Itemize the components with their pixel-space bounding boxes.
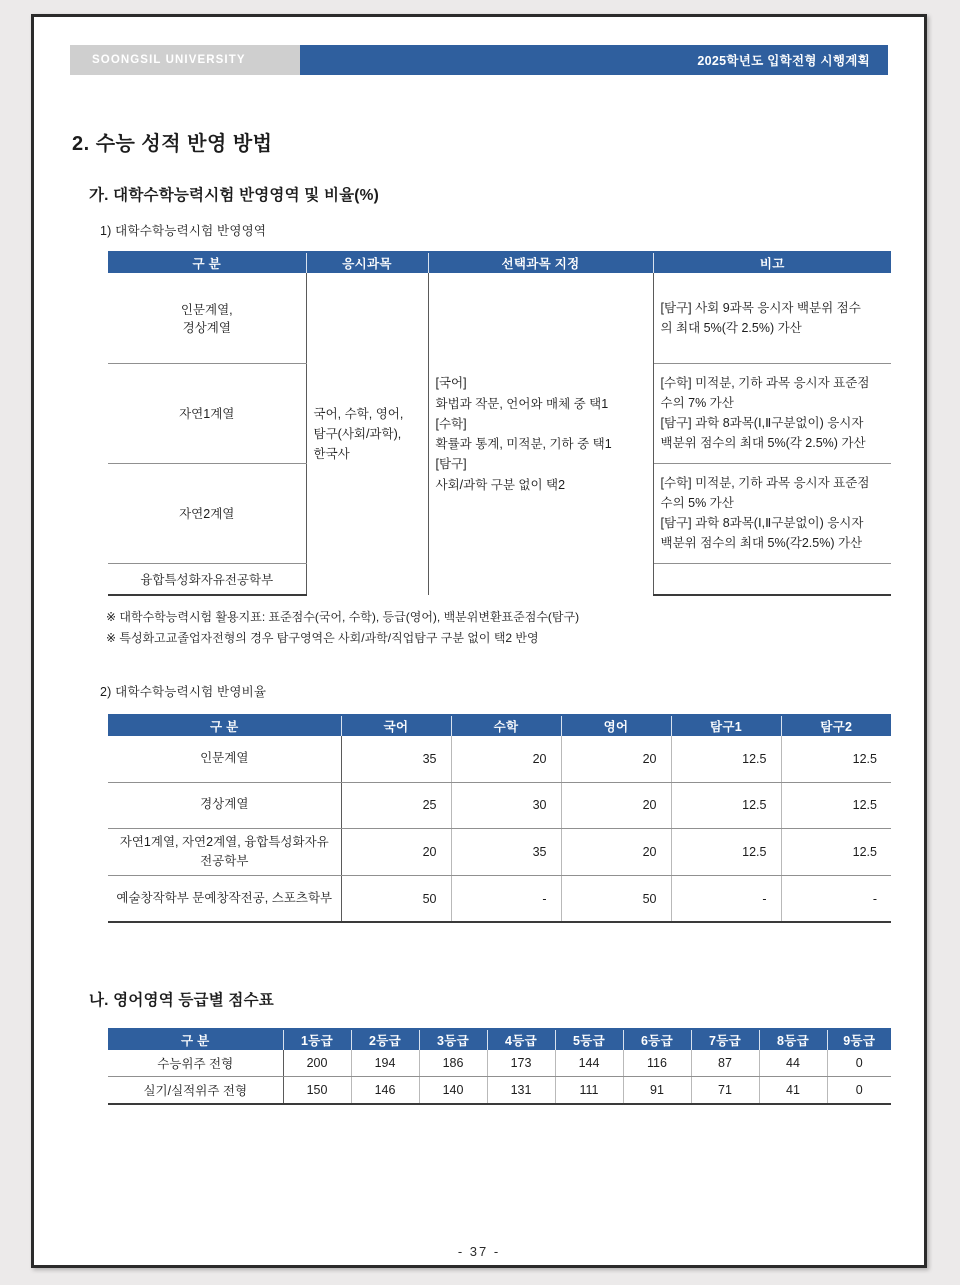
table3-cell-category: 수능위주 전형 bbox=[108, 1050, 283, 1077]
table3-col-grade-1: 1등급 bbox=[283, 1029, 351, 1050]
table1-cell-elective-designation: [국어] 화법과 작문, 언어와 매체 중 택1 [수학] 확률과 통계, 미적분, 기하 중 택1 [탐구] 사회/과학 구분 없이 택2 bbox=[428, 273, 653, 595]
table2-cell-category: 예술창작학부 문예창작전공, 스포츠학부 bbox=[108, 876, 341, 922]
table3-cell-value: 71 bbox=[691, 1077, 759, 1105]
table3-cell-value: 200 bbox=[283, 1050, 351, 1077]
table2-cell-value: 20 bbox=[561, 828, 671, 876]
table1-col-division: 구 분 bbox=[108, 252, 306, 273]
subsection-a-heading: 가. 대학수학능력시험 반영영역 및 비율(%) bbox=[89, 187, 380, 204]
table-row bbox=[108, 273, 891, 363]
table3-header-row bbox=[108, 1029, 891, 1050]
table2-cell-value: 20 bbox=[451, 736, 561, 782]
table1-cell-remarks-convergence bbox=[653, 563, 891, 595]
table1-cell-category-nature1: 자연1계열 bbox=[108, 363, 306, 463]
table3-col-grade-9: 9등급 bbox=[827, 1029, 891, 1050]
table2-cell-value: 12.5 bbox=[671, 736, 781, 782]
running-header bbox=[70, 45, 888, 75]
table3-cell-value: 111 bbox=[555, 1077, 623, 1105]
table1-cell-remarks-nature1: [수학] 미적분, 기하 과목 응시자 표준점 수의 7% 가산 [탐구] 과학 8과목(Ⅰ,Ⅱ구분없이) 응시자 백분위 점수의 최대 5%(각 2.5%) 가산 bbox=[653, 363, 891, 463]
table3-cell-value: 146 bbox=[351, 1077, 419, 1105]
table3-cell-value: 0 bbox=[827, 1077, 891, 1105]
table3-col-grade-2: 2등급 bbox=[351, 1029, 419, 1050]
table2-col-explore2: 탐구2 bbox=[781, 715, 891, 736]
table2-cell-value: 30 bbox=[451, 782, 561, 828]
table1-cell-remarks-humanities: [탐구] 사회 9과목 응시자 백분위 점수 의 최대 5%(각 2.5%) 가산 bbox=[653, 273, 891, 363]
table3-cell-value: 116 bbox=[623, 1050, 691, 1077]
table3-cell-value: 186 bbox=[419, 1050, 487, 1077]
table3-cell-value: 0 bbox=[827, 1050, 891, 1077]
table3-col-grade-5: 5등급 bbox=[555, 1029, 623, 1050]
table3-cell-value: 91 bbox=[623, 1077, 691, 1105]
table1-caption: 1) 대학수학능력시험 반영영역 bbox=[100, 224, 267, 238]
table-reflected-areas bbox=[108, 251, 891, 596]
table2-cell-value: 12.5 bbox=[671, 782, 781, 828]
table1-cell-category-convergence: 융합특성화자유전공학부 bbox=[108, 563, 306, 595]
footnote-2: ※ 특성화고교졸업자전형의 경우 탐구영역은 사회/과학/직업탐구 구분 없이 택2 반영 bbox=[106, 631, 539, 645]
table2-cell-value: 25 bbox=[341, 782, 451, 828]
table2-col-explore1: 탐구1 bbox=[671, 715, 781, 736]
table2-cell-value: 20 bbox=[561, 782, 671, 828]
table2-cell-value: 20 bbox=[561, 736, 671, 782]
table2-cell-value: 35 bbox=[341, 736, 451, 782]
table2-col-division: 구 분 bbox=[108, 715, 341, 736]
table2-cell-value: 35 bbox=[451, 828, 561, 876]
table2-cell-value: 12.5 bbox=[671, 828, 781, 876]
table-row bbox=[108, 876, 891, 922]
table2-header-row bbox=[108, 715, 891, 736]
table1-footnotes bbox=[106, 607, 579, 649]
table3-cell-value: 41 bbox=[759, 1077, 827, 1105]
table3-cell-value: 87 bbox=[691, 1050, 759, 1077]
table2-cell-value: 50 bbox=[561, 876, 671, 922]
table2-col-korean: 국어 bbox=[341, 715, 451, 736]
table3-cell-value: 140 bbox=[419, 1077, 487, 1105]
table2-cell-category: 인문계열 bbox=[108, 736, 341, 782]
table1-cell-category-humanities: 인문계열, 경상계열 bbox=[108, 273, 306, 363]
table2-cell-value: 12.5 bbox=[781, 782, 891, 828]
table2-cell-value: - bbox=[781, 876, 891, 922]
table-row bbox=[108, 782, 891, 828]
table2-col-english: 영어 bbox=[561, 715, 671, 736]
table-reflection-ratio bbox=[108, 714, 891, 923]
table1-cell-exam-subjects: 국어, 수학, 영어, 탐구(사회/과학), 한국사 bbox=[306, 273, 428, 595]
table2-cell-value: 50 bbox=[341, 876, 451, 922]
table2-col-math: 수학 bbox=[451, 715, 561, 736]
university-logo-text: SOONGSIL UNIVERSITY bbox=[70, 45, 300, 75]
table3-cell-value: 194 bbox=[351, 1050, 419, 1077]
table3-col-grade-4: 4등급 bbox=[487, 1029, 555, 1050]
table2-cell-category: 자연1계열, 자연2계열, 융합특성화자유전공학부 bbox=[108, 828, 341, 876]
table3-col-grade-8: 8등급 bbox=[759, 1029, 827, 1050]
table1-header-row bbox=[108, 252, 891, 273]
table-row bbox=[108, 1050, 891, 1077]
header-title: 2025학년도 입학전형 시행계획 bbox=[300, 45, 888, 75]
table-row bbox=[108, 1077, 891, 1105]
table1-col-subjects: 응시과목 bbox=[306, 252, 428, 273]
table1-cell-remarks-nature2: [수학] 미적분, 기하 과목 응시자 표준점 수의 5% 가산 [탐구] 과학 8과목(Ⅰ,Ⅱ구분없이) 응시자 백분위 점수의 최대 5%(각2.5%) 가산 bbox=[653, 463, 891, 563]
table2-cell-value: 20 bbox=[341, 828, 451, 876]
table-row bbox=[108, 828, 891, 876]
table3-cell-value: 44 bbox=[759, 1050, 827, 1077]
page-title: 2. 수능 성적 반영 방법 bbox=[72, 133, 273, 155]
table2-cell-value: - bbox=[451, 876, 561, 922]
table3-col-grade-6: 6등급 bbox=[623, 1029, 691, 1050]
table3-cell-value: 144 bbox=[555, 1050, 623, 1077]
table2-cell-value: - bbox=[671, 876, 781, 922]
table1-cell-category-nature2: 자연2계열 bbox=[108, 463, 306, 563]
table2-caption: 2) 대학수학능력시험 반영비율 bbox=[100, 685, 267, 699]
table-english-grade-scores bbox=[108, 1028, 891, 1105]
table2-cell-category: 경상계열 bbox=[108, 782, 341, 828]
subsection-b-heading: 나. 영어영역 등급별 점수표 bbox=[89, 992, 274, 1009]
table3-col-grade-7: 7등급 bbox=[691, 1029, 759, 1050]
table3-col-grade-3: 3등급 bbox=[419, 1029, 487, 1050]
footnote-1: ※ 대학수학능력시험 활용지표: 표준점수(국어, 수학), 등급(영어), 백분위변환표준점수(탐구) bbox=[106, 610, 580, 624]
table2-cell-value: 12.5 bbox=[781, 828, 891, 876]
table-row bbox=[108, 736, 891, 782]
table3-cell-value: 150 bbox=[283, 1077, 351, 1105]
table2-cell-value: 12.5 bbox=[781, 736, 891, 782]
table3-cell-value: 173 bbox=[487, 1050, 555, 1077]
table1-col-electives: 선택과목 지정 bbox=[428, 252, 653, 273]
document-page-frame bbox=[31, 14, 927, 1268]
table3-cell-value: 131 bbox=[487, 1077, 555, 1105]
page-number: - 37 - bbox=[457, 1244, 501, 1259]
document-page bbox=[34, 17, 924, 1265]
table3-col-division: 구 분 bbox=[108, 1029, 283, 1050]
table1-col-remarks: 비고 bbox=[653, 252, 891, 273]
table3-cell-category: 실기/실적위주 전형 bbox=[108, 1077, 283, 1105]
